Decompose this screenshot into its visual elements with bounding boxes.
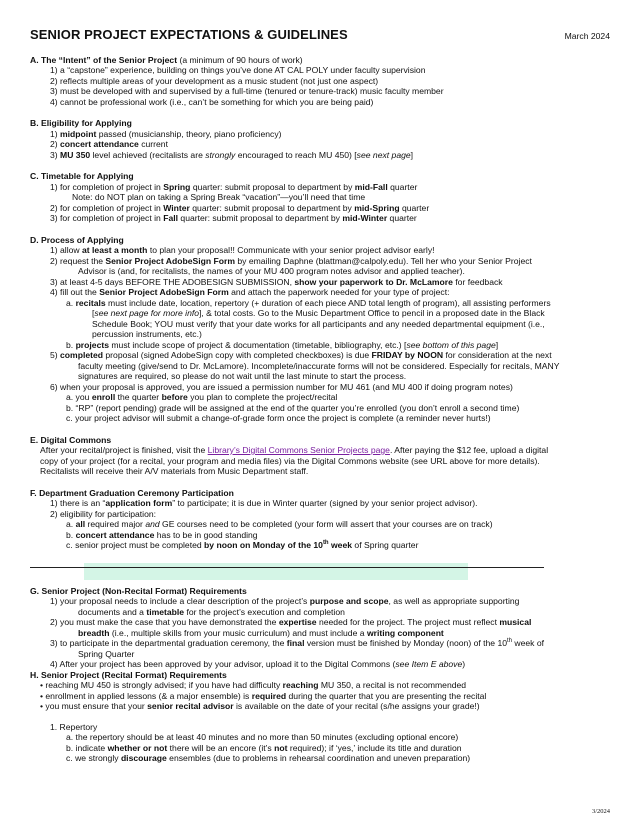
list-item: 2) eligibility for participation: xyxy=(50,508,157,519)
bullet-item: • enrollment in applied lessons (& a major ensemble) is required during the quarter that you are presenting the recital xyxy=(40,690,487,701)
list-item: 4) cannot be professional work (i.e., can’t be something for which you are being paid) xyxy=(50,96,374,107)
bullet-item: • you must ensure that your senior recital advisor is available on the date of your recital (s/he assigns your grade!) xyxy=(40,701,480,711)
section-d xyxy=(30,235,610,424)
list-item: 3) MU 350 level achieved (recitalists are strongly encouraged to reach MU 450) [see next page] xyxy=(50,149,414,160)
sub-item: b. projects must include scope of project & documentation (timetable, bibliography, etc.) [see bottom of this page] xyxy=(66,339,499,350)
document-page xyxy=(30,27,610,775)
section-f-heading: F. Department Graduation Ceremony Participation xyxy=(30,487,234,498)
section-f xyxy=(30,488,610,551)
sub-item: a. recitals must include date, location, repertory (+ duration of each piece AND total length of program), all assisting performers xyxy=(66,297,551,308)
list-item: 3) must be developed with and supervised by a full-time (tenured or tenure-track) music faculty member xyxy=(50,86,444,96)
document-date: March 2024 xyxy=(564,31,610,41)
section-b-heading: B. Eligibility for Applying xyxy=(30,118,132,128)
list-item: 5) completed proposal (signed AdobeSign copy with completed checkboxes) is due FRIDAY by NOON for consideration at the next xyxy=(50,350,552,360)
section-c xyxy=(30,171,610,224)
list-item: 2) request the Senior Project AdobeSign Form by emailing Daphne (blattman@calpoly.edu). Tell her who your Senior Project xyxy=(50,255,532,266)
list-item: 1) allow at least a month to plan your proposal!! Communicate with your senior project advisor early! xyxy=(50,245,435,255)
section-a-heading xyxy=(30,55,610,66)
sub-item: c. we strongly discourage ensembles (due to problems in rehearsal coordination and uneven preparation) xyxy=(66,753,471,763)
repertory-heading: 1. Repertory xyxy=(50,721,98,732)
list-item: 4) After your project has been approved by your advisor, upload it to the Digital Commons (see Item E above) xyxy=(50,659,466,669)
digital-commons-link[interactable]: Library’s Digital Commons Senior Projects page xyxy=(207,445,390,455)
list-item: 1) there is an “application form” to participate; it is due in Winter quarter (signed by your senior project advisor). xyxy=(50,498,478,508)
section-h-heading: H. Senior Project (Recital Format) Requirements xyxy=(30,669,227,680)
list-item: 1) midpoint passed (musicianship, theory, piano proficiency) xyxy=(50,128,282,139)
sub-item-cont: [see next page for more info], & total costs. Go to the Music Department Office to pencil in a proposed date in the Black xyxy=(92,308,545,318)
list-item-cont: breadth (i.e., multiple skills from your music curriculum) and must include a writing component xyxy=(78,627,444,638)
list-item-cont: Advisor is (and, for recitalists, the names of your MU 400 program notes advisor and applied teacher). xyxy=(78,266,465,276)
list-item: 2) you must make the case that you have demonstrated the expertise needed for the project. The project must reflect musical xyxy=(50,617,532,627)
list-item: 3) for completion of project in Fall quarter: submit proposal to department by mid-Winter quarter xyxy=(50,213,417,223)
list-item: 2) for completion of project in Winter quarter: submit proposal to department by mid-Spring quarter xyxy=(50,202,430,213)
list-item: 3) at least 4-5 days BEFORE THE ADOBESIGN SUBMISSION, show your paperwork to Dr. McLamore for feedback xyxy=(50,276,503,287)
section-e-heading: E. Digital Commons xyxy=(30,434,112,445)
footer-code: 3/2024 xyxy=(591,808,610,815)
sub-item: a. all required major and GE courses need to be completed (your form will assert that your courses are on track) xyxy=(66,519,493,529)
sub-item: b. concert attendance has to be in good standing xyxy=(66,529,258,540)
list-item-cont: Spring Quarter xyxy=(78,648,135,659)
list-item: 1) your proposal needs to include a clear description of the project’s purpose and scope, as well as appropriate supporting xyxy=(50,596,520,606)
section-a-title: A. The “Intent” of the Senior Project xyxy=(30,54,178,65)
section-e xyxy=(30,435,610,477)
sub-item: a. the repertory should be at least 40 minutes and no more than 50 minutes (excluding optional encore) xyxy=(66,732,459,742)
section-d-heading: D. Process of Applying xyxy=(30,234,124,245)
section-b xyxy=(30,118,610,160)
section-g-heading: G. Senior Project (Non-Recital Format) Requirements xyxy=(30,585,247,596)
list-item-note: Note: do NOT plan on taking a Spring Break “vacation”—you’ll need that time xyxy=(72,192,366,202)
section-a xyxy=(30,55,610,108)
document-header xyxy=(30,27,610,42)
list-item: 2) concert attendance current xyxy=(50,139,168,149)
sub-item-cont: percussion instruments, etc.) xyxy=(92,329,202,339)
list-item: 1) a “capstone” experience, building on things you’ve done AT CAL POLY under faculty supervision xyxy=(50,65,426,75)
page-title: SENIOR PROJECT EXPECTATIONS & GUIDELINES xyxy=(30,27,348,42)
sub-item: b. “RP” (report pending) grade will be assigned at the end of the quarter you’re enrolled (you don’t enroll a second time) xyxy=(66,402,520,413)
list-item: 2) reflects multiple areas of your development as a music student (not just one aspect) xyxy=(50,75,379,86)
paragraph-line: copy of your project (for a recital, your program and media files) via the Digital Commons website (see URL above for more details). xyxy=(40,455,540,466)
list-item-cont: signatures are required, so please do not wait until the last minute to start the process. xyxy=(78,371,407,381)
sub-item-cont: Schedule Book; YOU must verify that your date works for all participants and any needed departmental equipment (i.e., xyxy=(92,318,545,329)
list-item: 6) when your proposal is approved, you are issued a permission number for MU 461 (and MU 400 if doing program notes) xyxy=(50,381,513,392)
list-item: 1) for completion of project in Spring quarter: submit proposal to department by mid-Fall quarter xyxy=(50,181,418,192)
list-item-cont: documents and a timetable for the project’s execution and completion xyxy=(78,606,345,617)
section-h xyxy=(30,670,610,764)
list-item-cont: faculty meeting (give/send to Dr. McLamore). Incomplete/inaccurate forms will not be considered. Especially for recitals, MANY xyxy=(78,360,560,371)
paragraph-line: Recitalists will receive their A/V materials from Music Department staff. xyxy=(40,466,309,476)
section-c-heading: C. Timetable for Applying xyxy=(30,171,134,181)
list-item: 4) fill out the Senior Project AdobeSign Form and attach the paperwork needed for your type of project: xyxy=(50,287,450,297)
section-a-note: (a minimum of 90 hours of work) xyxy=(179,54,303,65)
sub-item: a. you enroll the quarter before you plan to complete the project/recital xyxy=(66,392,338,402)
sub-item: c. senior project must be completed by noon on Monday of the 10th week of Spring quarter xyxy=(66,540,419,550)
bullet-item: • reaching MU 450 is strongly advised; if you have had difficulty reaching MU 350, a recital is not recommended xyxy=(40,680,467,690)
sub-item: c. your project advisor will submit a change-of-grade form once the project is complete (a reminder never hurts!) xyxy=(66,413,491,423)
paragraph-line: After your recital/project is finished, visit the Library’s Digital Commons Senior Projects page. After paying the $12 fee, upload a digital xyxy=(40,445,549,455)
list-item: 3) to participate in the departmental graduation ceremony, the final version must be finished by Monday (noon) of the 10th week of xyxy=(50,638,545,648)
section-g xyxy=(30,586,610,670)
sub-item: b. indicate whether or not there will be an encore (it’s not required); if ‘yes,’ include its title and duration xyxy=(66,742,462,753)
